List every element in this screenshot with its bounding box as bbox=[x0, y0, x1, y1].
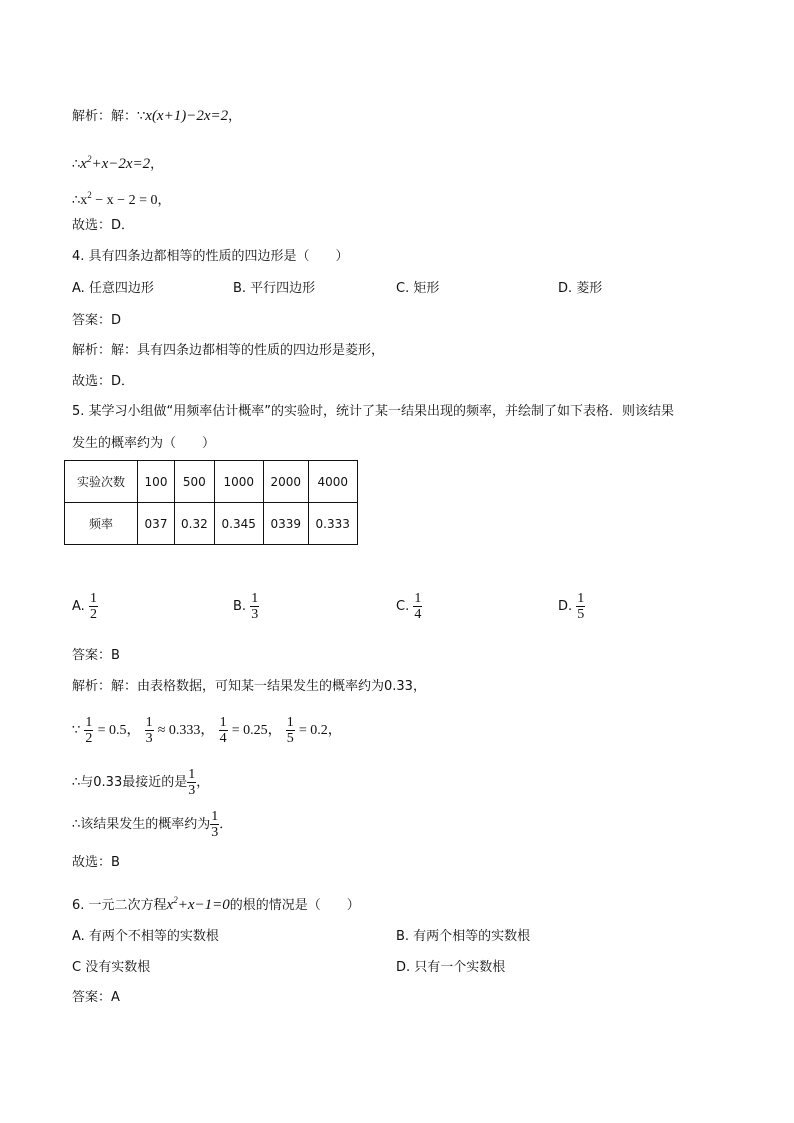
table-cell: 0.32 bbox=[175, 503, 215, 545]
q4-answer: 答案：D bbox=[72, 313, 122, 328]
q3-equation-3: $x^2 - x - 2 = 0$ bbox=[80, 190, 158, 208]
fraction: $\frac{1}{2}$ bbox=[85, 715, 93, 746]
q5-analysis-final: ∴该结果发生的概率约为 $\frac{1}{3}$ ． bbox=[72, 809, 233, 840]
table-cell: 037 bbox=[138, 503, 175, 545]
table-cell: 4000 bbox=[308, 461, 357, 503]
q5-analysis-fractions: ∵ $\frac{1}{2}$ = 0.5， $\frac{1}{3}$ ≈ 0.333， $\frac{1}{4}$ = 0.25， $\frac{1}{5}$ = 0.2， bbox=[72, 715, 342, 746]
q3-solution-line2: $\therefore x^2+x-2x=2$， bbox=[72, 154, 164, 172]
table-cell: 2000 bbox=[263, 461, 308, 503]
fraction: $\frac{1}{3}$ bbox=[251, 591, 259, 622]
fraction: $\frac{1}{5}$ bbox=[577, 591, 585, 622]
fraction: $\frac{1}{4}$ bbox=[414, 591, 422, 622]
q3-solution-line3: $\therefore x^2 - x - 2 = 0$， bbox=[72, 190, 171, 208]
q3-conclusion: 故选：D． bbox=[72, 218, 135, 233]
q6-equation: $x^2+x-1=0$ bbox=[166, 895, 230, 913]
table-header-frequency: 频率 bbox=[65, 503, 138, 545]
table-cell: 0339 bbox=[263, 503, 308, 545]
q5-analysis-closest: ∴与0.33最接近的是 $\frac{1}{3}$ ， bbox=[72, 767, 210, 798]
q5-option-c: C. $\frac{1}{4}$ bbox=[396, 591, 422, 622]
fraction: $\frac{1}{5}$ bbox=[286, 715, 294, 746]
q5-stem-line1: 5. 某学习小组做“用频率估计概率”的实验时，统计了某一结果出现的频率，并绘制了如下表格．则该结果 bbox=[72, 404, 675, 419]
frequency-table bbox=[64, 460, 358, 545]
q5-answer: 答案：B bbox=[72, 648, 120, 663]
q5-option-d: D. $\frac{1}{5}$ bbox=[558, 591, 585, 622]
table-header-trials: 实验次数 bbox=[65, 461, 138, 503]
q3-solution-line1: 解析：解：∵x(x+1)−2x=2， bbox=[72, 108, 242, 124]
fraction: $\frac{1}{3}$ bbox=[188, 767, 196, 798]
q5-stem-line2: 发生的概率约为（ ） bbox=[72, 436, 216, 451]
q4-option-a: A. 任意四边形 bbox=[72, 281, 154, 296]
q4-option-d: D. 菱形 bbox=[558, 281, 603, 296]
q4-option-b: B. 平行四边形 bbox=[233, 281, 316, 296]
q5-option-b: B. $\frac{1}{3}$ bbox=[233, 591, 259, 622]
q4-option-c: C. 矩形 bbox=[396, 281, 440, 296]
q6-option-d: D. 只有一个实数根 bbox=[396, 960, 506, 975]
q6-stem: 6. 一元二次方程$x^2+x-1=0$的根的情况是（ ） bbox=[72, 895, 360, 913]
fraction: $\frac{1}{3}$ bbox=[211, 809, 219, 840]
q6-option-b: B. 有两个相等的实数根 bbox=[396, 929, 531, 944]
q4-conclusion: 故选：D． bbox=[72, 374, 135, 389]
table-cell: 0.333 bbox=[308, 503, 357, 545]
fraction: $\frac{1}{4}$ bbox=[219, 715, 227, 746]
fraction: $\frac{1}{3}$ bbox=[145, 715, 153, 746]
q4-analysis: 解析：解：具有四条边都相等的性质的四边形是菱形， bbox=[72, 343, 385, 358]
q5-conclusion: 故选：B bbox=[72, 855, 120, 870]
table-cell: 1000 bbox=[214, 461, 263, 503]
q5-option-a: A. $\frac{1}{2}$ bbox=[72, 591, 97, 622]
q3-equation-1: x(x+1)−2x=2 bbox=[145, 108, 229, 124]
table-cell: 100 bbox=[138, 461, 175, 503]
q6-option-c: C 没有实数根 bbox=[72, 960, 151, 975]
table-cell: 500 bbox=[175, 461, 215, 503]
q6-option-a: A. 有两个不相等的实数根 bbox=[72, 929, 219, 944]
table-row-trials bbox=[65, 461, 358, 503]
q3-equation-2: $x^2+x-2x=2$ bbox=[80, 154, 151, 172]
q4-stem: 4. 具有四条边都相等的性质的四边形是（ ） bbox=[72, 249, 349, 264]
table-cell: 0.345 bbox=[214, 503, 263, 545]
q5-analysis-line1: 解析：解：由表格数据，可知某一结果发生的概率约为0.33， bbox=[72, 679, 426, 694]
q6-answer: 答案：A bbox=[72, 990, 120, 1005]
fraction: $\frac{1}{2}$ bbox=[89, 591, 97, 622]
table-row-frequency bbox=[65, 503, 358, 545]
